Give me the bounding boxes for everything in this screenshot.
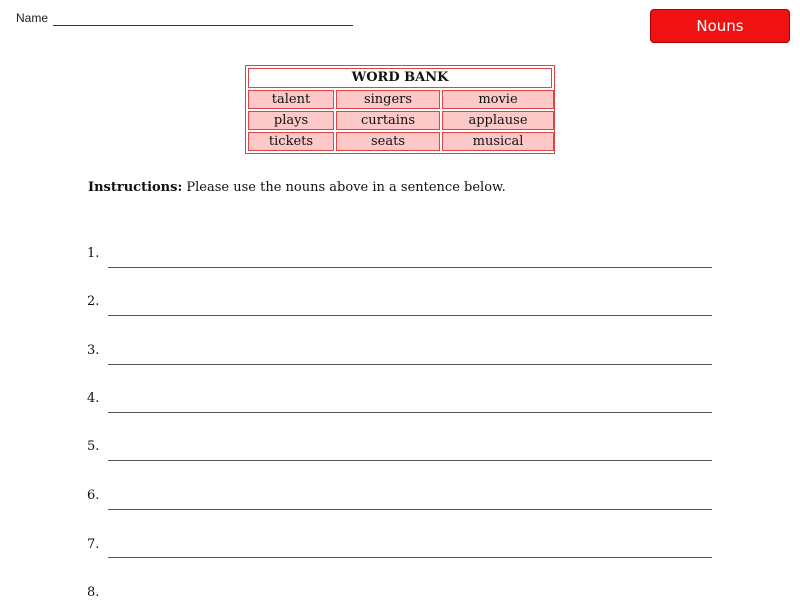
name-field-line[interactable]	[53, 25, 353, 26]
item-number: 8.	[87, 585, 100, 600]
word-bank-cell: singers	[336, 90, 440, 109]
item-number: 3.	[87, 343, 100, 358]
word-bank-cell: applause	[442, 111, 554, 130]
answer-line[interactable]	[108, 460, 712, 461]
word-bank-cell: musical	[442, 132, 554, 151]
instructions	[88, 180, 506, 195]
word-bank-cell: seats	[336, 132, 440, 151]
word-bank-cell: tickets	[248, 132, 334, 151]
name-label: Name	[16, 11, 49, 25]
answer-line[interactable]	[108, 412, 712, 413]
item-number: 6.	[87, 488, 100, 503]
answer-line[interactable]	[108, 557, 712, 558]
instructions-label: Instructions:	[88, 180, 183, 195]
answer-line[interactable]	[108, 509, 712, 510]
word-bank-table	[245, 65, 555, 154]
word-bank-cell: movie	[442, 90, 554, 109]
title-badge: Nouns	[650, 9, 790, 43]
answer-line[interactable]	[108, 315, 712, 316]
item-number: 4.	[87, 391, 100, 406]
word-bank-title: WORD BANK	[248, 68, 552, 88]
answer-line[interactable]	[108, 267, 712, 268]
word-bank-cell: curtains	[336, 111, 440, 130]
word-bank-cell: plays	[248, 111, 334, 130]
item-number: 7.	[87, 537, 100, 552]
answer-line[interactable]	[108, 364, 712, 365]
item-number: 1.	[87, 246, 100, 261]
item-number: 2.	[87, 294, 100, 309]
instructions-text: Please use the nouns above in a sentence below.	[186, 180, 506, 195]
item-number: 5.	[87, 439, 100, 454]
word-bank-cell: talent	[248, 90, 334, 109]
